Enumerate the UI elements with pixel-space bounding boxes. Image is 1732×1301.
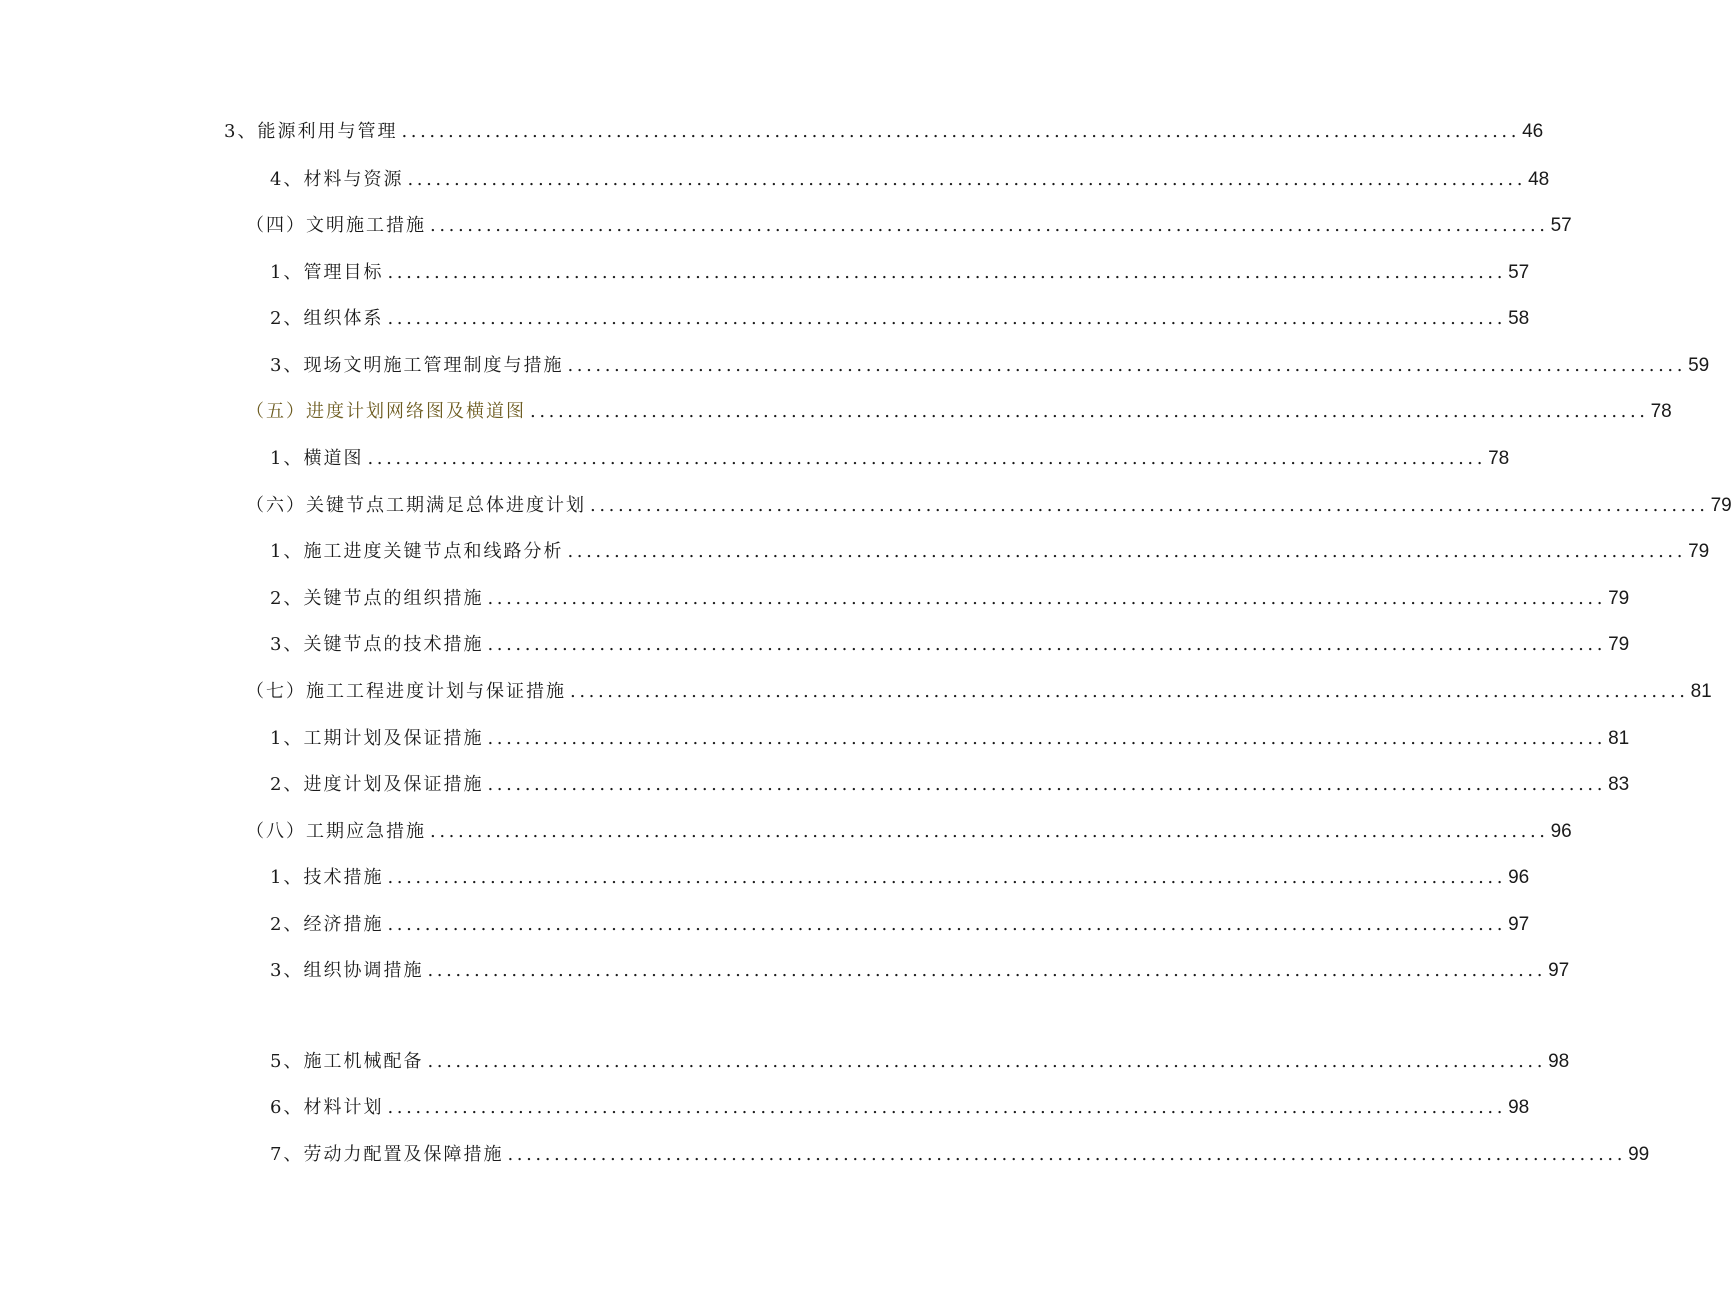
toc-page-number: 97 — [1548, 960, 1570, 981]
toc-entry-label: 1、横道图 — [270, 448, 364, 469]
toc-entry-label: 1、技术措施 — [270, 867, 384, 888]
toc-dot-leader: ........................................................................................................................ — [487, 588, 1607, 609]
toc-page-number: 59 — [1688, 355, 1710, 376]
toc-entry-label: 7、劳动力配置及保障措施 — [270, 1144, 504, 1165]
toc-page-number: 57 — [1550, 215, 1572, 236]
toc-page-number: 96 — [1550, 821, 1572, 842]
toc-entry-label: 2、经济措施 — [270, 914, 384, 935]
toc-dot-leader: ........................................................................................................................ — [487, 774, 1607, 795]
toc-dot-leader: ........................................................................................................................ — [430, 215, 1549, 236]
toc-page-number: 96 — [1508, 867, 1530, 888]
toc-page-number: 58 — [1508, 308, 1530, 329]
toc-entry[interactable] — [270, 305, 1530, 333]
toc-entry-label: 1、管理目标 — [270, 262, 384, 283]
toc-entry-label: 3、关键节点的技术措施 — [270, 634, 484, 655]
toc-dot-leader: ........................................................................................................................ — [567, 541, 1687, 562]
toc-dot-leader: ........................................................................................................................ — [401, 121, 1521, 142]
toc-dot-leader: ........................................................................................................................ — [387, 914, 1507, 935]
toc-entry[interactable] — [270, 166, 1550, 194]
toc-entry[interactable] — [270, 352, 1710, 380]
toc-entry-label: （七）施工工程进度计划与保证措施 — [246, 681, 566, 702]
toc-page-number: 79 — [1608, 588, 1630, 609]
toc-dot-leader: ........................................................................................................................ — [387, 262, 1507, 283]
toc-entry[interactable] — [246, 398, 1672, 426]
toc-dot-leader: ........................................................................................................................ — [530, 401, 1649, 422]
toc-page-number: 78 — [1650, 401, 1672, 422]
toc-dot-leader: ........................................................................................................................ — [427, 960, 1547, 981]
toc-entry-label: 2、关键节点的组织措施 — [270, 588, 484, 609]
toc-entry[interactable] — [270, 631, 1630, 659]
toc-entry-label: 5、施工机械配备 — [270, 1051, 424, 1072]
toc-dot-leader: ........................................................................................................................ — [367, 448, 1487, 469]
toc-entry[interactable] — [270, 585, 1630, 613]
toc-dot-leader: ........................................................................................................................ — [407, 169, 1527, 190]
toc-dot-leader: ........................................................................................................................ — [567, 355, 1687, 376]
toc-entry[interactable] — [246, 212, 1572, 240]
toc-page-number: 48 — [1528, 169, 1550, 190]
toc-page-number: 79 — [1608, 634, 1630, 655]
toc-dot-leader: ........................................................................................................................ — [507, 1144, 1627, 1165]
toc-entry[interactable] — [270, 1048, 1570, 1076]
toc-entry-label: 1、工期计划及保证措施 — [270, 728, 484, 749]
toc-dot-leader: ........................................................................................................................ — [590, 495, 1709, 516]
toc-entry-label: （四）文明施工措施 — [246, 215, 426, 236]
toc-page-number: 79 — [1688, 541, 1710, 562]
toc-entry[interactable] — [270, 1141, 1650, 1169]
toc-page-number: 78 — [1488, 448, 1510, 469]
toc-page-number: 81 — [1608, 728, 1630, 749]
toc-entry-label: 3、组织协调措施 — [270, 960, 424, 981]
toc-entry[interactable] — [270, 864, 1530, 892]
toc-dot-leader: ........................................................................................................................ — [487, 634, 1607, 655]
toc-entry-label: （五）进度计划网络图及横道图 — [246, 401, 526, 422]
toc-entry[interactable] — [270, 771, 1630, 799]
toc-entry[interactable] — [246, 818, 1572, 846]
toc-entry-label: 6、材料计划 — [270, 1097, 384, 1118]
toc-entry-label: 2、组织体系 — [270, 308, 384, 329]
toc-dot-leader: ........................................................................................................................ — [387, 1097, 1507, 1118]
toc-entry-label: （八）工期应急措施 — [246, 821, 426, 842]
toc-entry[interactable] — [224, 118, 1544, 146]
toc-dot-leader: ........................................................................................................................ — [487, 728, 1607, 749]
toc-page-number: 99 — [1628, 1144, 1650, 1165]
toc-entry[interactable] — [246, 492, 1732, 520]
toc-entry-label: 4、材料与资源 — [270, 169, 404, 190]
toc-dot-leader: ........................................................................................................................ — [387, 867, 1507, 888]
toc-entry[interactable] — [270, 957, 1570, 985]
toc-entry-label: 1、施工进度关键节点和线路分析 — [270, 541, 564, 562]
toc-entry[interactable] — [270, 1094, 1530, 1122]
toc-page-number: 81 — [1690, 681, 1712, 702]
toc-page-number: 98 — [1548, 1051, 1570, 1072]
toc-entry[interactable] — [270, 538, 1710, 566]
toc-entry[interactable] — [270, 259, 1530, 287]
toc-dot-leader: ........................................................................................................................ — [387, 308, 1507, 329]
toc-entry[interactable] — [270, 725, 1630, 753]
toc-entry[interactable] — [270, 911, 1530, 939]
toc-dot-leader: ........................................................................................................................ — [427, 1051, 1547, 1072]
toc-page-number: 57 — [1508, 262, 1530, 283]
toc-page-number: 97 — [1508, 914, 1530, 935]
toc-entry-label: 2、进度计划及保证措施 — [270, 774, 484, 795]
toc-entry-label: 3、现场文明施工管理制度与措施 — [270, 355, 564, 376]
toc-entry[interactable] — [246, 678, 1712, 706]
toc-dot-leader: ........................................................................................................................ — [430, 821, 1549, 842]
toc-page-number: 83 — [1608, 774, 1630, 795]
toc-page-number: 46 — [1522, 121, 1544, 142]
toc-entry-label: （六）关键节点工期满足总体进度计划 — [246, 495, 586, 516]
toc-page-number: 98 — [1508, 1097, 1530, 1118]
toc-dot-leader: ........................................................................................................................ — [570, 681, 1689, 702]
toc-entry[interactable] — [270, 445, 1510, 473]
toc-page-number: 79 — [1710, 495, 1732, 516]
toc-entry-label: 3、能源利用与管理 — [224, 121, 398, 142]
